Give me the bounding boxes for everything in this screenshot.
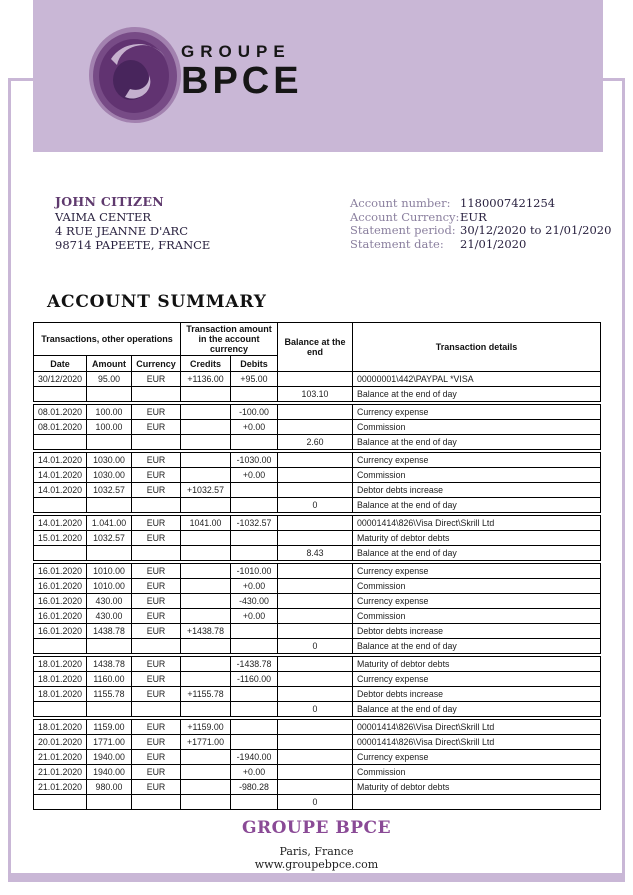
cell-credits (181, 468, 231, 483)
cell-balance: 0 (278, 702, 353, 717)
cell-balance: 0 (278, 498, 353, 513)
cell-balance (278, 750, 353, 765)
customer-name: JOHN CITIZEN (55, 194, 165, 209)
cell-details: Maturity of debtor debts (353, 780, 601, 795)
cell-balance (278, 579, 353, 594)
header-row-1 (34, 323, 601, 356)
table-header (33, 322, 601, 372)
cell-currency: EUR (132, 564, 181, 579)
cell-amount: 1030.00 (87, 453, 132, 468)
cell-currency: EUR (132, 735, 181, 750)
statement-date-label: Statement date: (350, 236, 444, 251)
cell-amount (87, 702, 132, 717)
transaction-group-table (33, 371, 601, 402)
cell-details: Maturity of debtor debts (353, 657, 601, 672)
cell-currency: EUR (132, 765, 181, 780)
cell-currency (132, 498, 181, 513)
cell-amount: 1438.78 (87, 624, 132, 639)
cell-debits: -980.28 (231, 780, 278, 795)
statement-period-row (350, 224, 611, 238)
table-row (34, 483, 601, 498)
cell-currency: EUR (132, 420, 181, 435)
cell-credits (181, 531, 231, 546)
cell-currency: EUR (132, 672, 181, 687)
cell-credits (181, 657, 231, 672)
cell-debits: -1940.00 (231, 750, 278, 765)
cell-date: 21.01.2020 (34, 780, 87, 795)
header-balance: Balance at the end (278, 323, 353, 372)
balance-row (34, 702, 601, 717)
cell-credits (181, 420, 231, 435)
cell-date: 08.01.2020 (34, 405, 87, 420)
brand-wordmark (181, 42, 303, 101)
cell-currency (132, 435, 181, 450)
cell-details (353, 795, 601, 810)
table-row (34, 579, 601, 594)
cell-amount: 1160.00 (87, 672, 132, 687)
cell-amount: 1032.57 (87, 531, 132, 546)
cell-balance (278, 609, 353, 624)
cell-debits (231, 624, 278, 639)
cell-details: Currency expense (353, 405, 601, 420)
cell-balance (278, 720, 353, 735)
cell-debits: +0.00 (231, 579, 278, 594)
cell-amount: 430.00 (87, 594, 132, 609)
cell-credits (181, 609, 231, 624)
cell-currency: EUR (132, 516, 181, 531)
table-row (34, 405, 601, 420)
customer-address-block (55, 195, 210, 252)
header-amount-group: Transaction amount in the account currency (181, 323, 278, 356)
cell-date: 16.01.2020 (34, 579, 87, 594)
transaction-group-table (33, 656, 601, 717)
cell-credits (181, 498, 231, 513)
cell-balance (278, 765, 353, 780)
cell-credits (181, 702, 231, 717)
table-row (34, 453, 601, 468)
table-row (34, 735, 601, 750)
account-info-block (350, 197, 611, 251)
cell-credits (181, 453, 231, 468)
account-currency-value: EUR (460, 209, 487, 224)
cell-details: Currency expense (353, 594, 601, 609)
cell-debits: -1160.00 (231, 672, 278, 687)
cell-currency: EUR (132, 579, 181, 594)
cell-details: 00001414\826\Visa Direct\Skrill Ltd (353, 516, 601, 531)
balance-row (34, 546, 601, 561)
cell-credits (181, 639, 231, 654)
cell-date (34, 387, 87, 402)
cell-debits (231, 531, 278, 546)
cell-currency: EUR (132, 750, 181, 765)
cell-amount: 1032.57 (87, 483, 132, 498)
footer-block (0, 818, 633, 871)
cell-details: Balance at the end of day (353, 546, 601, 561)
statement-date-value: 21/01/2020 (460, 236, 527, 251)
cell-date: 30/12/2020 (34, 372, 87, 387)
cell-details: Balance at the end of day (353, 435, 601, 450)
cell-currency: EUR (132, 372, 181, 387)
cell-amount: 100.00 (87, 420, 132, 435)
table-groups (33, 371, 600, 810)
cell-currency (132, 546, 181, 561)
cell-balance (278, 657, 353, 672)
cell-currency: EUR (132, 405, 181, 420)
cell-details: Currency expense (353, 750, 601, 765)
cell-amount (87, 498, 132, 513)
cell-details: Balance at the end of day (353, 639, 601, 654)
cell-debits: -1030.00 (231, 453, 278, 468)
cell-credits (181, 795, 231, 810)
brand-bpce-label: BPCE (181, 60, 303, 102)
table-row (34, 780, 601, 795)
cell-debits: -100.00 (231, 405, 278, 420)
footer-website: www.groupebpce.com (254, 858, 379, 871)
balance-row (34, 639, 601, 654)
statement-period-label: Statement period: (350, 223, 456, 237)
cell-date: 16.01.2020 (34, 624, 87, 639)
cell-date: 18.01.2020 (34, 720, 87, 735)
address-line: 98714 PAPEETE, FRANCE (55, 238, 211, 252)
header-amount: Amount (87, 356, 132, 372)
cell-balance: 0 (278, 639, 353, 654)
table-row (34, 765, 601, 780)
balance-row (34, 498, 601, 513)
header-transactions-group: Transactions, other operations (34, 323, 181, 356)
cell-date: 16.01.2020 (34, 609, 87, 624)
cell-balance: 0 (278, 795, 353, 810)
table-row (34, 720, 601, 735)
table-row (34, 372, 601, 387)
table-row (34, 609, 601, 624)
cell-debits (231, 639, 278, 654)
table-row (34, 687, 601, 702)
cell-credits: +1438.78 (181, 624, 231, 639)
cell-details: 00000001\442\PAYPAL *VISA (353, 372, 601, 387)
cell-currency: EUR (132, 657, 181, 672)
table-row (34, 420, 601, 435)
cell-balance (278, 453, 353, 468)
cell-credits (181, 750, 231, 765)
balance-row (34, 795, 601, 810)
header-credits: Credits (181, 356, 231, 372)
cell-details: Commission (353, 468, 601, 483)
cell-date: 18.01.2020 (34, 687, 87, 702)
cell-debits: -1032.57 (231, 516, 278, 531)
transaction-group-table (33, 452, 601, 513)
cell-details: Commission (353, 765, 601, 780)
cell-details: Currency expense (353, 453, 601, 468)
account-number-label: Account number: (350, 196, 451, 210)
account-number-value: 1180007421254 (460, 196, 556, 210)
cell-credits: +1771.00 (181, 735, 231, 750)
cell-date: 18.01.2020 (34, 657, 87, 672)
cell-amount: 980.00 (87, 780, 132, 795)
cell-date (34, 546, 87, 561)
cell-debits (231, 387, 278, 402)
cell-date: 14.01.2020 (34, 468, 87, 483)
cell-details: Commission (353, 420, 601, 435)
cell-credits (181, 435, 231, 450)
cell-details: Debtor debts increase (353, 483, 601, 498)
cell-amount (87, 546, 132, 561)
cell-debits: +0.00 (231, 765, 278, 780)
cell-date: 18.01.2020 (34, 672, 87, 687)
cell-debits: +0.00 (231, 420, 278, 435)
cell-amount (87, 435, 132, 450)
cell-credits (181, 564, 231, 579)
footer-location: Paris, France (279, 845, 354, 858)
cell-debits (231, 702, 278, 717)
cell-date (34, 702, 87, 717)
cell-balance (278, 405, 353, 420)
cell-amount: 1030.00 (87, 468, 132, 483)
cell-debits (231, 687, 278, 702)
cell-debits: -1438.78 (231, 657, 278, 672)
cell-details: Currency expense (353, 564, 601, 579)
account-summary-title: ACCOUNT SUMMARY (47, 292, 267, 312)
cell-credits: 1041.00 (181, 516, 231, 531)
address-line: 4 RUE JEANNE D'ARC (55, 224, 189, 238)
cell-currency: EUR (132, 594, 181, 609)
cell-amount: 1155.78 (87, 687, 132, 702)
cell-date (34, 795, 87, 810)
cell-details: Currency expense (353, 672, 601, 687)
cell-debits (231, 498, 278, 513)
cell-amount: 1010.00 (87, 564, 132, 579)
cell-amount: 1940.00 (87, 765, 132, 780)
cell-amount (87, 795, 132, 810)
table-row (34, 657, 601, 672)
cell-date: 21.01.2020 (34, 750, 87, 765)
cell-date: 15.01.2020 (34, 531, 87, 546)
cell-credits (181, 672, 231, 687)
cell-details: Balance at the end of day (353, 702, 601, 717)
balance-row (34, 435, 601, 450)
cell-balance (278, 735, 353, 750)
account-currency-label: Account Currency: (350, 209, 460, 224)
cell-date: 14.01.2020 (34, 483, 87, 498)
balance-row (34, 387, 601, 402)
cell-details: Balance at the end of day (353, 387, 601, 402)
transaction-group-table (33, 563, 601, 654)
cell-debits (231, 735, 278, 750)
cell-date: 20.01.2020 (34, 735, 87, 750)
footer-brand-name: GROUPE BPCE (241, 818, 392, 838)
account-currency-row (350, 211, 611, 225)
cell-debits: +0.00 (231, 468, 278, 483)
cell-credits (181, 405, 231, 420)
transaction-group-table (33, 404, 601, 450)
account-summary-table (33, 322, 600, 810)
table-row (34, 564, 601, 579)
cell-details: Commission (353, 579, 601, 594)
cell-balance: 103.10 (278, 387, 353, 402)
table-row (34, 468, 601, 483)
cell-debits (231, 795, 278, 810)
cell-currency: EUR (132, 687, 181, 702)
cell-details: Debtor debts increase (353, 624, 601, 639)
cell-debits (231, 720, 278, 735)
cell-currency: EUR (132, 531, 181, 546)
cell-credits: +1136.00 (181, 372, 231, 387)
cell-credits (181, 765, 231, 780)
bpce-watercolor-logo-icon (85, 25, 185, 125)
cell-date (34, 435, 87, 450)
cell-debits: -1010.00 (231, 564, 278, 579)
cell-currency: EUR (132, 720, 181, 735)
cell-date: 16.01.2020 (34, 594, 87, 609)
cell-balance: 8.43 (278, 546, 353, 561)
cell-details: 00001414\826\Visa Direct\Skrill Ltd (353, 735, 601, 750)
cell-balance (278, 594, 353, 609)
cell-currency: EUR (132, 483, 181, 498)
cell-debits: +95.00 (231, 372, 278, 387)
table-row (34, 531, 601, 546)
cell-date: 16.01.2020 (34, 564, 87, 579)
cell-currency: EUR (132, 468, 181, 483)
cell-balance (278, 687, 353, 702)
address-line: VAIMA CENTER (55, 210, 152, 224)
cell-balance (278, 624, 353, 639)
cell-debits: -430.00 (231, 594, 278, 609)
cell-balance: 2.60 (278, 435, 353, 450)
cell-balance (278, 483, 353, 498)
cell-date: 14.01.2020 (34, 453, 87, 468)
statement-period-value: 30/12/2020 to 21/01/2020 (460, 223, 612, 237)
cell-details: Commission (353, 609, 601, 624)
cell-credits: +1032.57 (181, 483, 231, 498)
cell-credits: +1159.00 (181, 720, 231, 735)
cell-amount: 95.00 (87, 372, 132, 387)
cell-amount: 1438.78 (87, 657, 132, 672)
cell-credits (181, 780, 231, 795)
cell-details: Maturity of debtor debts (353, 531, 601, 546)
cell-date (34, 498, 87, 513)
cell-amount: 1771.00 (87, 735, 132, 750)
cell-currency: EUR (132, 780, 181, 795)
table-row (34, 594, 601, 609)
table-row (34, 624, 601, 639)
cell-currency (132, 795, 181, 810)
cell-credits: +1155.78 (181, 687, 231, 702)
cell-balance (278, 531, 353, 546)
header-currency: Currency (132, 356, 181, 372)
brand-groupe-label: GROUPE (181, 42, 291, 61)
cell-amount: 1159.00 (87, 720, 132, 735)
cell-amount (87, 387, 132, 402)
cell-debits: +0.00 (231, 609, 278, 624)
statement-date-row (350, 238, 611, 252)
transaction-group-table (33, 515, 601, 561)
cell-debits (231, 546, 278, 561)
header-debits: Debits (231, 356, 278, 372)
cell-date: 14.01.2020 (34, 516, 87, 531)
cell-currency: EUR (132, 609, 181, 624)
cell-currency: EUR (132, 453, 181, 468)
cell-date: 08.01.2020 (34, 420, 87, 435)
cell-details: 00001414\826\Visa Direct\Skrill Ltd (353, 720, 601, 735)
cell-amount: 100.00 (87, 405, 132, 420)
cell-balance (278, 672, 353, 687)
cell-date (34, 639, 87, 654)
cell-date: 21.01.2020 (34, 765, 87, 780)
cell-balance (278, 780, 353, 795)
cell-currency (132, 639, 181, 654)
cell-amount: 1.041.00 (87, 516, 132, 531)
cell-debits (231, 483, 278, 498)
cell-credits (181, 594, 231, 609)
account-number-row (350, 197, 611, 211)
cell-credits (181, 579, 231, 594)
table-row (34, 516, 601, 531)
table-row (34, 750, 601, 765)
cell-balance (278, 420, 353, 435)
cell-balance (278, 516, 353, 531)
header-date: Date (34, 356, 87, 372)
cell-details: Balance at the end of day (353, 498, 601, 513)
cell-currency (132, 702, 181, 717)
cell-credits (181, 387, 231, 402)
cell-currency: EUR (132, 624, 181, 639)
cell-amount: 430.00 (87, 609, 132, 624)
header-details: Transaction details (353, 323, 601, 372)
cell-currency (132, 387, 181, 402)
cell-credits (181, 546, 231, 561)
cell-balance (278, 564, 353, 579)
cell-details: Debtor debts increase (353, 687, 601, 702)
cell-amount: 1010.00 (87, 579, 132, 594)
cell-amount (87, 639, 132, 654)
table-row (34, 672, 601, 687)
cell-debits (231, 435, 278, 450)
cell-balance (278, 468, 353, 483)
header-band (33, 0, 603, 152)
cell-amount: 1940.00 (87, 750, 132, 765)
cell-balance (278, 372, 353, 387)
transaction-group-table (33, 719, 601, 810)
